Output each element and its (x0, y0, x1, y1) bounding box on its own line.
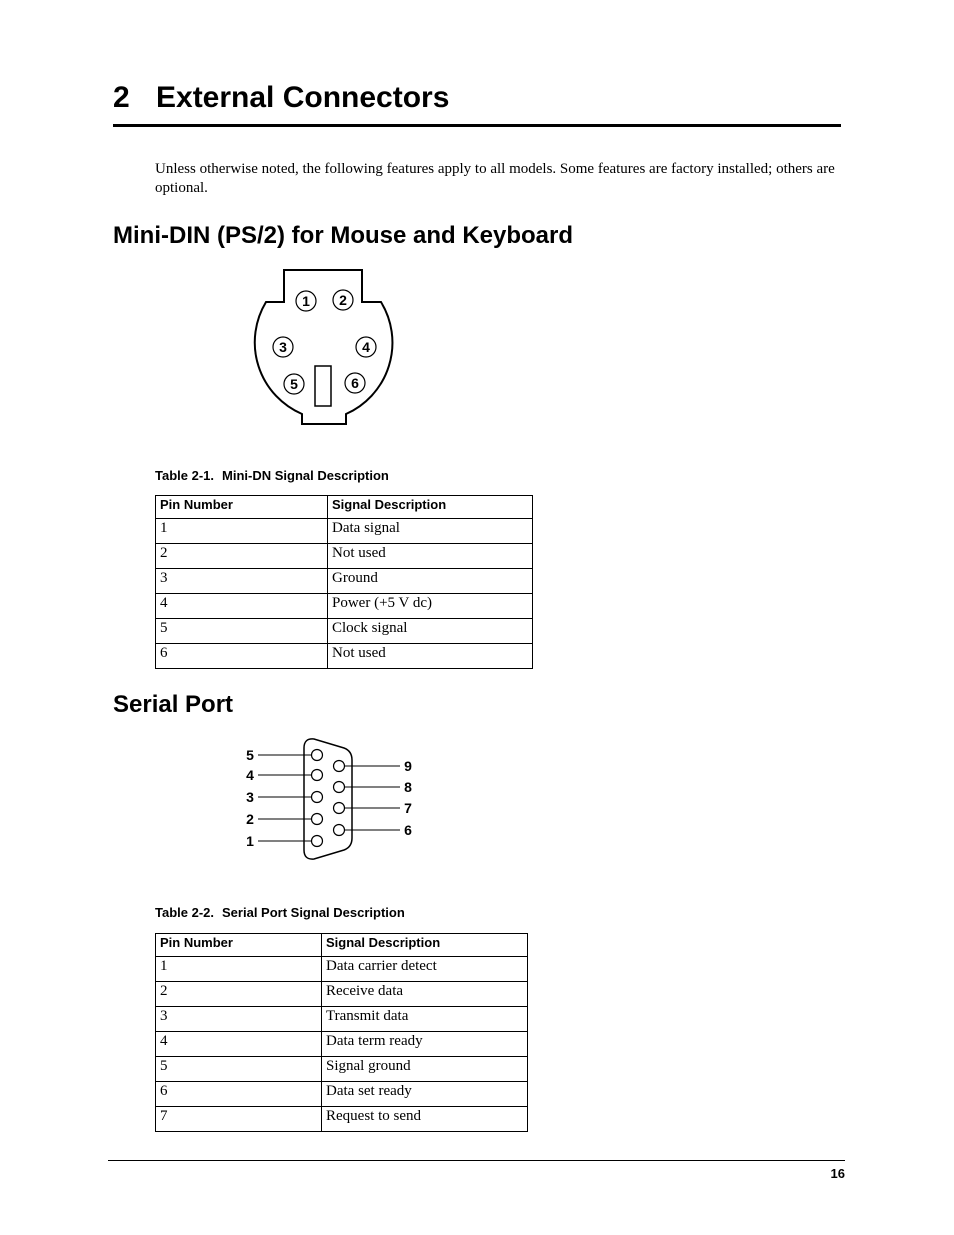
pin-number-cell: 3 (156, 569, 328, 594)
serial-pin-circle (312, 792, 323, 803)
signal-description-cell: Power (+5 V dc) (328, 594, 533, 619)
serial-signal-table (155, 933, 528, 1132)
serial-pin-circle (312, 770, 323, 781)
pin-number-cell: 5 (156, 619, 328, 644)
column-header-signal: Signal Description (322, 934, 528, 957)
column-header-signal: Signal Description (328, 496, 533, 519)
table-row (156, 544, 533, 569)
table-row (156, 957, 528, 982)
minidin-pin-label: 1 (302, 293, 310, 309)
minidin-pin-label: 4 (362, 339, 370, 355)
serial-pin-label: 2 (246, 811, 254, 827)
table-2-2-caption (155, 905, 405, 921)
table-2-2-caption-number: Table 2-2. (155, 905, 215, 920)
table-row (156, 982, 528, 1007)
minidin-pin-label: 2 (339, 292, 347, 308)
minidin-key (315, 366, 331, 406)
heading-rule (113, 124, 841, 127)
table-row (156, 1007, 528, 1032)
signal-description-cell: Not used (328, 544, 533, 569)
serial-pin-label: 6 (404, 822, 412, 838)
serial-pin-circle (334, 761, 345, 772)
pin-number-cell: 1 (156, 519, 328, 544)
table-2-2-caption-title: Serial Port Signal Description (222, 905, 405, 920)
table-2-1-caption-title: Mini-DN Signal Description (222, 468, 389, 483)
table-row (156, 1032, 528, 1057)
footer-rule (108, 1160, 845, 1161)
signal-description-cell: Data signal (328, 519, 533, 544)
serial-pin-label: 7 (404, 800, 412, 816)
serial-pin-label: 8 (404, 779, 412, 795)
table-row (156, 519, 533, 544)
pin-number-cell: 4 (156, 1032, 322, 1057)
table-header-row (156, 496, 533, 519)
pin-number-cell: 7 (156, 1107, 322, 1132)
table-row (156, 619, 533, 644)
signal-description-cell: Request to send (322, 1107, 528, 1132)
chapter-number: 2 (113, 81, 130, 114)
serial-pin-circle (334, 803, 345, 814)
minidin-pin-label: 5 (290, 376, 298, 392)
signal-description-cell: Not used (328, 644, 533, 669)
serial-pin-label: 1 (246, 833, 254, 849)
pin-number-cell: 4 (156, 594, 328, 619)
serial-pin-label: 4 (246, 767, 254, 783)
column-header-pin: Pin Number (156, 934, 322, 957)
chapter-title: External Connectors (156, 81, 450, 114)
table-row (156, 594, 533, 619)
minidin-pin-label: 6 (351, 375, 359, 391)
table-row (156, 1057, 528, 1082)
table-row (156, 1107, 528, 1132)
table-header-row (156, 934, 528, 957)
table-row (156, 1082, 528, 1107)
signal-description-cell: Data term ready (322, 1032, 528, 1057)
minidin-connector-diagram (236, 262, 412, 432)
pin-number-cell: 1 (156, 957, 322, 982)
serial-pin-circle (312, 750, 323, 761)
intro-paragraph: Unless otherwise noted, the following features apply to all models. Some features are factory installed; others are optional. (155, 161, 835, 196)
pin-number-cell: 2 (156, 544, 328, 569)
signal-description-cell: Clock signal (328, 619, 533, 644)
column-header-pin: Pin Number (156, 496, 328, 519)
serial-pin-circle (312, 836, 323, 847)
serial-connector-diagram (236, 730, 426, 866)
signal-description-cell: Receive data (322, 982, 528, 1007)
serial-pin-label: 3 (246, 789, 254, 805)
pin-number-cell: 6 (156, 1082, 322, 1107)
signal-description-cell: Signal ground (322, 1057, 528, 1082)
table-row (156, 644, 533, 669)
page-number: 16 (830, 1166, 845, 1181)
table-2-1-caption-number: Table 2-1. (155, 468, 215, 483)
signal-description-cell: Data set ready (322, 1082, 528, 1107)
minidin-outline (255, 270, 393, 424)
pin-number-cell: 5 (156, 1057, 322, 1082)
minidin-signal-table (155, 495, 533, 669)
minidin-pin-label: 3 (279, 339, 287, 355)
serial-pin-circle (334, 825, 345, 836)
signal-description-cell: Ground (328, 569, 533, 594)
pin-number-cell: 6 (156, 644, 328, 669)
serial-pin-circle (312, 814, 323, 825)
chapter-heading (113, 78, 449, 118)
table-row (156, 569, 533, 594)
serial-pin-label: 9 (404, 758, 412, 774)
serial-pin-label: 5 (246, 747, 254, 763)
signal-description-cell: Data carrier detect (322, 957, 528, 982)
signal-description-cell: Transmit data (322, 1007, 528, 1032)
pin-number-cell: 2 (156, 982, 322, 1007)
pin-number-cell: 3 (156, 1007, 322, 1032)
serial-pin-circle (334, 782, 345, 793)
table-2-1-caption (155, 468, 389, 484)
serial-heading: Serial Port (113, 691, 234, 718)
minidin-heading: Mini-DIN (PS/2) for Mouse and Keyboard (113, 222, 574, 249)
